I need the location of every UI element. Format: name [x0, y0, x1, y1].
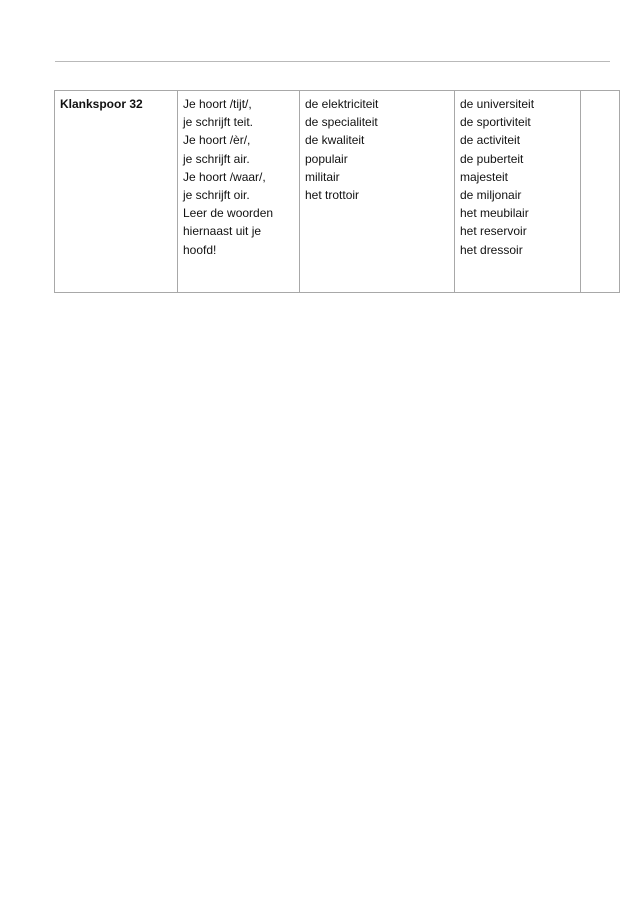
word-item: de universiteit — [460, 97, 535, 111]
table-row — [55, 91, 620, 293]
word-item: de sportiviteit — [460, 115, 531, 130]
rule-line: Leer de woorden — [183, 206, 274, 221]
rule-line: hiernaast uit je — [183, 224, 262, 239]
rule-explanation-cell — [178, 91, 300, 293]
rule-line: je schrijft teit. — [183, 115, 254, 130]
word-item: de kwaliteit — [305, 133, 365, 148]
rule-line: je schrijft air. — [183, 151, 250, 166]
rule-line: Je hoort /èr/, — [183, 133, 251, 148]
rule-title-cell — [55, 91, 178, 293]
word-item: het reservoir — [460, 224, 527, 239]
word-item: de miljonair — [460, 188, 522, 203]
rule-line: Je hoort /tijt/, — [183, 97, 252, 111]
word-item: de puberteit — [460, 151, 524, 166]
word-list-cell-b — [455, 91, 581, 293]
word-item: de activiteit — [460, 133, 521, 148]
header-divider — [55, 61, 610, 62]
empty-cell — [581, 91, 620, 293]
rule-line: hoofd! — [183, 242, 217, 257]
spelling-rule-table — [54, 90, 620, 293]
rule-title: Klankspoor 32 — [60, 97, 143, 111]
word-item: het trottoir — [305, 188, 360, 203]
rule-line: Je hoort /waar/, — [183, 169, 266, 184]
word-item: de specialiteit — [305, 115, 378, 130]
word-item: militair — [305, 169, 340, 184]
word-item: het dressoir — [460, 242, 523, 257]
word-item: de elektriciteit — [305, 97, 379, 111]
word-item: populair — [305, 151, 348, 166]
rule-line: je schrijft oir. — [183, 188, 250, 203]
word-item: het meubilair — [460, 206, 529, 221]
word-list-cell-a — [300, 91, 455, 293]
word-item: majesteit — [460, 169, 509, 184]
